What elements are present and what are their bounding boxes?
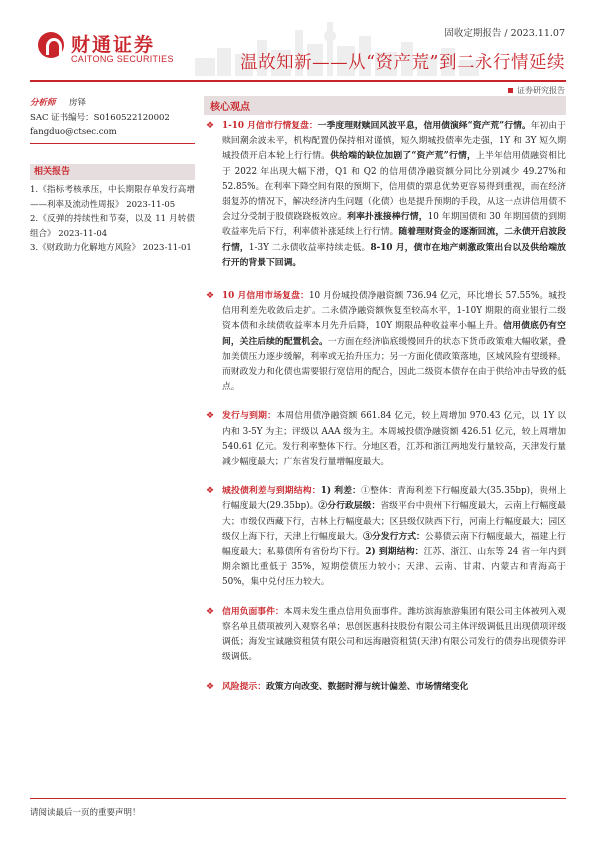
company-logo xyxy=(38,30,188,68)
section-text: 政策方向改变、数据时滞与统计偏差、市场情绪变化 xyxy=(266,681,469,692)
section-text: 江苏、浙江、山东等 24 省一年内到期余额比重低于 35%，短期偿债压力较小；天津、云南、甘肃、内蒙古和青海高于 50%，集中兑付压力较大。 xyxy=(222,547,566,588)
footer-divider xyxy=(30,798,566,799)
report-meta xyxy=(444,25,565,39)
section-text: 1) 利差： xyxy=(320,486,362,497)
logo-name-cn: 财通证券 xyxy=(71,34,156,56)
section-negative-events xyxy=(204,605,566,666)
section-lead: 信用负面事件： xyxy=(222,606,284,617)
diamond-bullet-icon: ❖ xyxy=(206,291,215,302)
section-lead: 城投债利差与到期结构： xyxy=(222,486,321,497)
section-text: ①整体：青海利差下行幅度最大(35.35bp)，贵州上行幅度最大(29.35bp)。 xyxy=(222,486,566,512)
section-text: 随着理财资金的逐渐回流，二永债开启波段行情， xyxy=(222,227,566,253)
tag-square-icon xyxy=(508,88,513,93)
section-text: 10 月份城投债净融资额 736.94 亿元，环比增长 57.55%。城投信用利差先收敛后走扩。二永债净融资额恢复至较高水平，1-10Y 期限的商业银行二级资本债和永续债收益率本月先升后降，10Y 期限品种收益率小幅上升。 xyxy=(222,291,566,332)
section-text: ③分发行方式： xyxy=(363,531,425,542)
report-tag-label: 证券研究报告 xyxy=(517,86,565,95)
sidebar-divider xyxy=(30,143,195,144)
section-text: 1-3Y 二永债收益率持续走低。 xyxy=(248,242,371,253)
footer-disclaimer: 请阅读最后一页的重要声明！ xyxy=(30,808,141,818)
report-type: 固收定期报告 xyxy=(444,28,502,39)
section-text: 供给端的缺位加剧了“资产荒”行情， xyxy=(330,151,477,162)
section-text: 2) 到期结构： xyxy=(365,547,424,558)
diamond-bullet-icon: ❖ xyxy=(206,606,215,617)
section-spread-structure xyxy=(204,484,566,590)
section-text: 信用债底仍有空间，关注后续的配置机会。 xyxy=(222,321,566,347)
logo-emblem-icon xyxy=(38,32,64,58)
section-text: 8-10 月，债市在地产刺激政策出台以及供给端放行开的背景下回调。 xyxy=(222,242,566,268)
related-report-item[interactable]: 2.《反弹的持续性和节奏，以及 11 月转债组合》 2023-11-04 xyxy=(30,214,195,239)
analyst-label: 分析师 xyxy=(30,98,56,108)
header-divider xyxy=(30,80,566,82)
section-text: 利率扑涨接棒行情， xyxy=(347,212,428,223)
section-text: 一季度理财赎回风波平息，信用债演绎“资产荒”行情。 xyxy=(317,121,531,131)
section-lead: 风险提示： xyxy=(222,681,266,692)
section-text: 10 年期国债和 30 年期国债的到期收益率先后下行，利率债补涨延续上行行情。 xyxy=(222,212,566,238)
related-reports-heading: 相关报告 xyxy=(30,164,195,181)
core-views-heading: 核心观点 xyxy=(204,96,566,115)
section-risk xyxy=(204,680,566,695)
related-report-item[interactable]: 3.《财政助力化解地方风险》 2023-11-01 xyxy=(30,243,192,253)
section-lead: 发行与到期： xyxy=(222,411,277,422)
section-text: 省级平台中贵州下行幅度最大，云南上行幅度最大；市级仅西藏下行，吉林上行幅度最大；区县级仅陕西下行，河南上行幅度最大；园区级仅上海下行，天津上行幅度最大。 xyxy=(222,501,566,542)
related-report-item[interactable]: 1.《指标考核承压，中长期限存单发行高增——利率及流动性周报》 2023-11-05 xyxy=(30,185,195,210)
analyst-row xyxy=(30,96,195,111)
section-market-review xyxy=(204,119,566,271)
section-text: 一方面在经济临底缓慢回升的状态下货币政策难大幅收紧，叠加美债压力逐步缓解，利率或无抬升压力；另一方面化债政策落地，区域风险有望缓释。而财政发力和化债也需要银行宽信用的配合，因此二级资本债存在由于供给冲击导致的低点。 xyxy=(222,336,566,393)
sac-number: SAC 证书编号：S0160522120002 xyxy=(30,112,170,123)
meta-separator: / xyxy=(504,28,508,39)
logo-name-en: CAITONG SECURITIES xyxy=(71,54,174,64)
section-issuance xyxy=(204,409,566,470)
report-tag xyxy=(508,85,565,96)
sidebar xyxy=(30,96,195,256)
related-reports-list xyxy=(30,183,195,256)
section-text: 上半年信用债融资相比于 2022 年出现大幅下滑，Q1 和 Q2 的信用债净融资额分同比分别减少 49.27%和 52.85%。在利率下降空间有限的预期下，信用债的票息优势更容易得到重视，而在经济弱复苏的情况下，解决经济内生问题（化债）也是提升预期的手段，从这一点讲信用债不会过分受制于股债跷跷板效应。 xyxy=(222,151,566,223)
diamond-bullet-icon: ❖ xyxy=(206,411,215,422)
diamond-bullet-icon: ❖ xyxy=(206,681,215,692)
section-text: ②分行政层级： xyxy=(318,501,381,512)
section-text: 年初由于赎回潮余波未平，机构配置仍保持相对谨慎，短久期城投债率先走强，1Y 和 3Y 短久期城投债开启本轮上行行情。 xyxy=(222,121,566,162)
section-text: 公募债云南下行幅度最大，福建上行幅度最大；私募债所有省份均下行。 xyxy=(222,531,566,558)
diamond-bullet-icon: ❖ xyxy=(206,121,215,131)
analyst-name: 房铎 xyxy=(69,98,87,108)
section-lead: 1-10 月信市行情复盘： xyxy=(222,121,318,131)
report-date: 2023.11.07 xyxy=(510,28,565,39)
section-october-review xyxy=(204,289,566,395)
section-text: 本周未发生重点信用负面事件。潍坊滨海旅游集团有限公司主体被列入观察名单且债项被列入观察名单；思创医惠科技股份有限公司主体评级调低且出现债项评级调低；海发宝诚融资租赁有限公司和远海融资租赁(天津)有限公司发行的债券出现债券评级调低。 xyxy=(222,606,566,663)
report-title: 温故知新——从“资产荒”到二永行情延续 xyxy=(240,53,565,73)
diamond-bullet-icon: ❖ xyxy=(206,486,215,497)
section-text: 本周信用债净融资额 661.84 亿元，较上周增加 970.43 亿元，以 1Y 以内和 3-5Y 为主；评级以 AAA 级为主。本周城投债净融资额 426.51 亿元，较上周增加 540.61 亿元。发行利率整体下行。分地区看，江苏和浙江两地发行量较高，天津发行量减少幅度最大；广东省发行量增幅度最大。 xyxy=(222,411,566,468)
section-lead: 10 月信用市场复盘： xyxy=(222,291,309,302)
core-views xyxy=(204,96,566,695)
analyst-email[interactable]: fangduo@ctsec.com xyxy=(30,127,117,137)
